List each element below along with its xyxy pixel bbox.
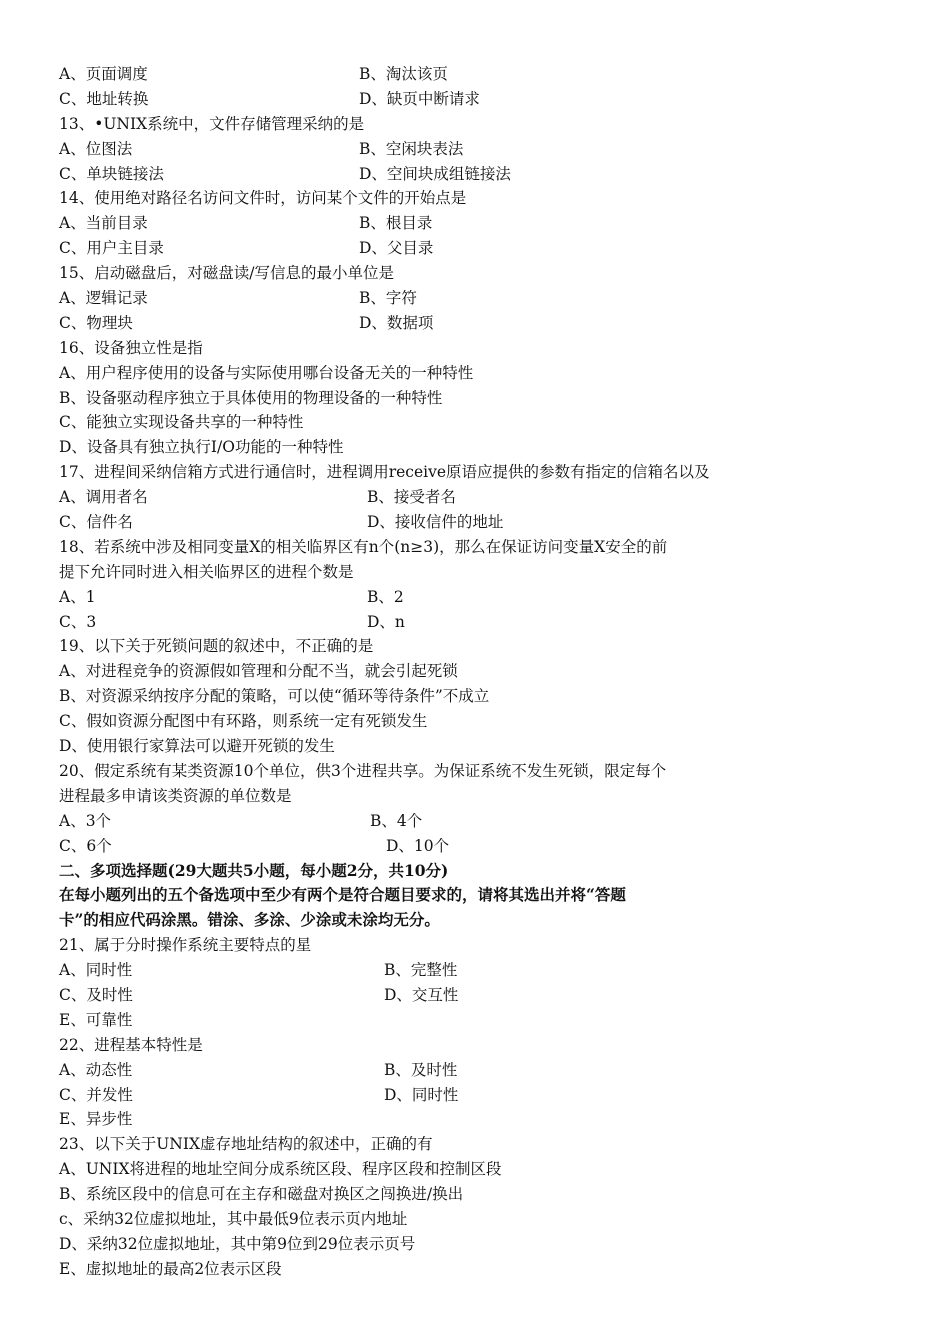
option-row [0,87,950,112]
option-row [0,311,950,336]
option-right: B、根目录 [359,214,433,233]
text-line: B、对资源采纳按序分配的策略，可以使“循环等待条件”不成立 [59,687,490,706]
option-right: B、及时性 [384,1060,458,1079]
option-row [0,510,950,535]
option-left: A、同时性 [59,961,133,980]
option-right: B、字符 [359,289,417,308]
text-line: 14、使用绝对路径名访问文件时，访问某个文件的开始点是 [59,189,467,208]
text-line: 18、若系统中涉及相同变量X的相关临界区有n个(n≥3)，那么在保证访问变量X安全的前 [59,537,668,556]
text-line: A、UNIX将进程的地址空间分成系统区段、程序区段和控制区段 [59,1160,502,1179]
option-right: D、同时性 [384,1085,459,1104]
option-right: D、交互性 [384,985,459,1004]
text-line: E、虚拟地址的最高2位表示区段 [59,1259,282,1278]
section-heading: 二、多项选择题(29大题共5小题，每小题2分，共10分) [59,860,449,880]
option-row [0,585,950,610]
text-line: 16、设备独立性是指 [59,338,203,357]
exam-page [0,62,950,1282]
option-row [0,211,950,236]
option-right: B、4个 [370,811,423,830]
text-line: C、假如资源分配图中有环路，则系统一定有死锁发生 [59,712,428,731]
option-left: C、6个 [59,836,112,855]
text-line: 15、启动磁盘后，对磁盘读/写信息的最小单位是 [59,264,394,283]
option-left: C、及时性 [59,985,133,1004]
option-row [0,809,950,834]
text-line: 19、以下关于死锁问题的叙述中，不正确的是 [59,637,374,656]
option-row [0,834,950,859]
option-right: D、数据项 [359,313,434,332]
option-right: B、完整性 [384,961,458,980]
option-left: A、3个 [59,811,112,830]
text-line: D、设备具有独立执行I/O功能的一种特性 [59,438,344,457]
option-left: C、并发性 [59,1085,133,1104]
option-row [0,983,950,1008]
option-left: C、单块链接法 [59,164,164,183]
option-row [0,162,950,187]
text-line: 22、进程基本特性是 [59,1035,203,1054]
section-heading: 卡”的相应代码涂黑。错涂、多涂、少涂或未涂均无分。 [59,910,440,930]
option-left: A、页面调度 [59,65,148,83]
option-left: C、地址转换 [59,89,149,108]
option-right: D、空间块成组链接法 [359,164,511,183]
option-row [0,286,950,311]
text-line: B、设备驱动程序独立于具体使用的物理设备的一种特性 [59,388,443,407]
option-right: D、父目录 [359,239,434,258]
text-line: 13、•UNIX系统中，文件存储管理采纳的是 [59,114,365,133]
option-row [0,62,950,87]
option-left: C、3 [59,612,97,631]
text-line: E、异步性 [59,1110,133,1129]
text-line: c、采纳32位虚拟地址，其中最低9位表示页内地址 [59,1209,408,1228]
option-left: A、调用者名 [59,488,148,507]
option-left: A、逻辑记录 [59,289,148,308]
text-line: D、使用银行家算法可以避开死锁的发生 [59,737,335,756]
text-line: 23、以下关于UNIX虚存地址结构的叙述中，正确的有 [59,1135,433,1154]
section-heading: 在每小题列出的五个备选项中至少有两个是符合题目要求的，请将其选出并将“答题 [59,885,626,905]
option-right: B、接受者名 [367,488,456,507]
option-left: A、1 [59,587,96,606]
option-right: D、缺页中断请求 [359,89,480,108]
option-right: D、n [367,612,405,631]
option-row [0,137,950,162]
option-row [0,1083,950,1108]
option-row [0,1058,950,1083]
option-right: D、接收信件的地址 [367,513,504,532]
text-line: D、采纳32位虚拟地址，其中第9位到29位表示页号 [59,1234,416,1253]
text-line: 进程最多申请该类资源的单位数是 [59,786,292,805]
option-row [0,236,950,261]
text-line: C、能独立实现设备共享的一种特性 [59,413,304,432]
option-row [0,485,950,510]
option-row [0,610,950,635]
text-line: 17、进程间采纳信箱方式进行通信时，进程调用receive原语应提供的参数有指定的信箱名以及 [59,463,710,482]
text-line: 20、假定系统有某类资源10个单位，供3个进程共享。为保证系统不发生死锁，限定每个 [59,761,667,780]
option-left: A、动态性 [59,1060,133,1079]
option-left: A、当前目录 [59,214,148,233]
option-left: C、用户主目录 [59,239,164,258]
option-left: C、物理块 [59,313,133,332]
option-right: D、10个 [386,836,450,855]
option-right: B、空闲块表法 [359,139,464,158]
option-row [0,958,950,983]
text-line: 提下允许同时进入相关临界区的进程个数是 [59,562,354,581]
option-left: C、信件名 [59,513,133,532]
text-line: B、系统区段中的信息可在主存和磁盘对换区之闯换进/换出 [59,1185,464,1204]
text-line: E、可靠性 [59,1010,133,1029]
option-right: B、2 [367,587,404,606]
option-left: A、位图法 [59,139,133,158]
text-line: A、对进程竞争的资源假如管理和分配不当，就会引起死锁 [59,662,458,681]
option-right: B、淘汰该页 [359,65,448,83]
text-line: A、用户程序使用的设备与实际使用哪台设备无关的一种特性 [59,363,474,382]
text-line: 21、属于分时操作系统主要特点的星 [59,936,312,955]
